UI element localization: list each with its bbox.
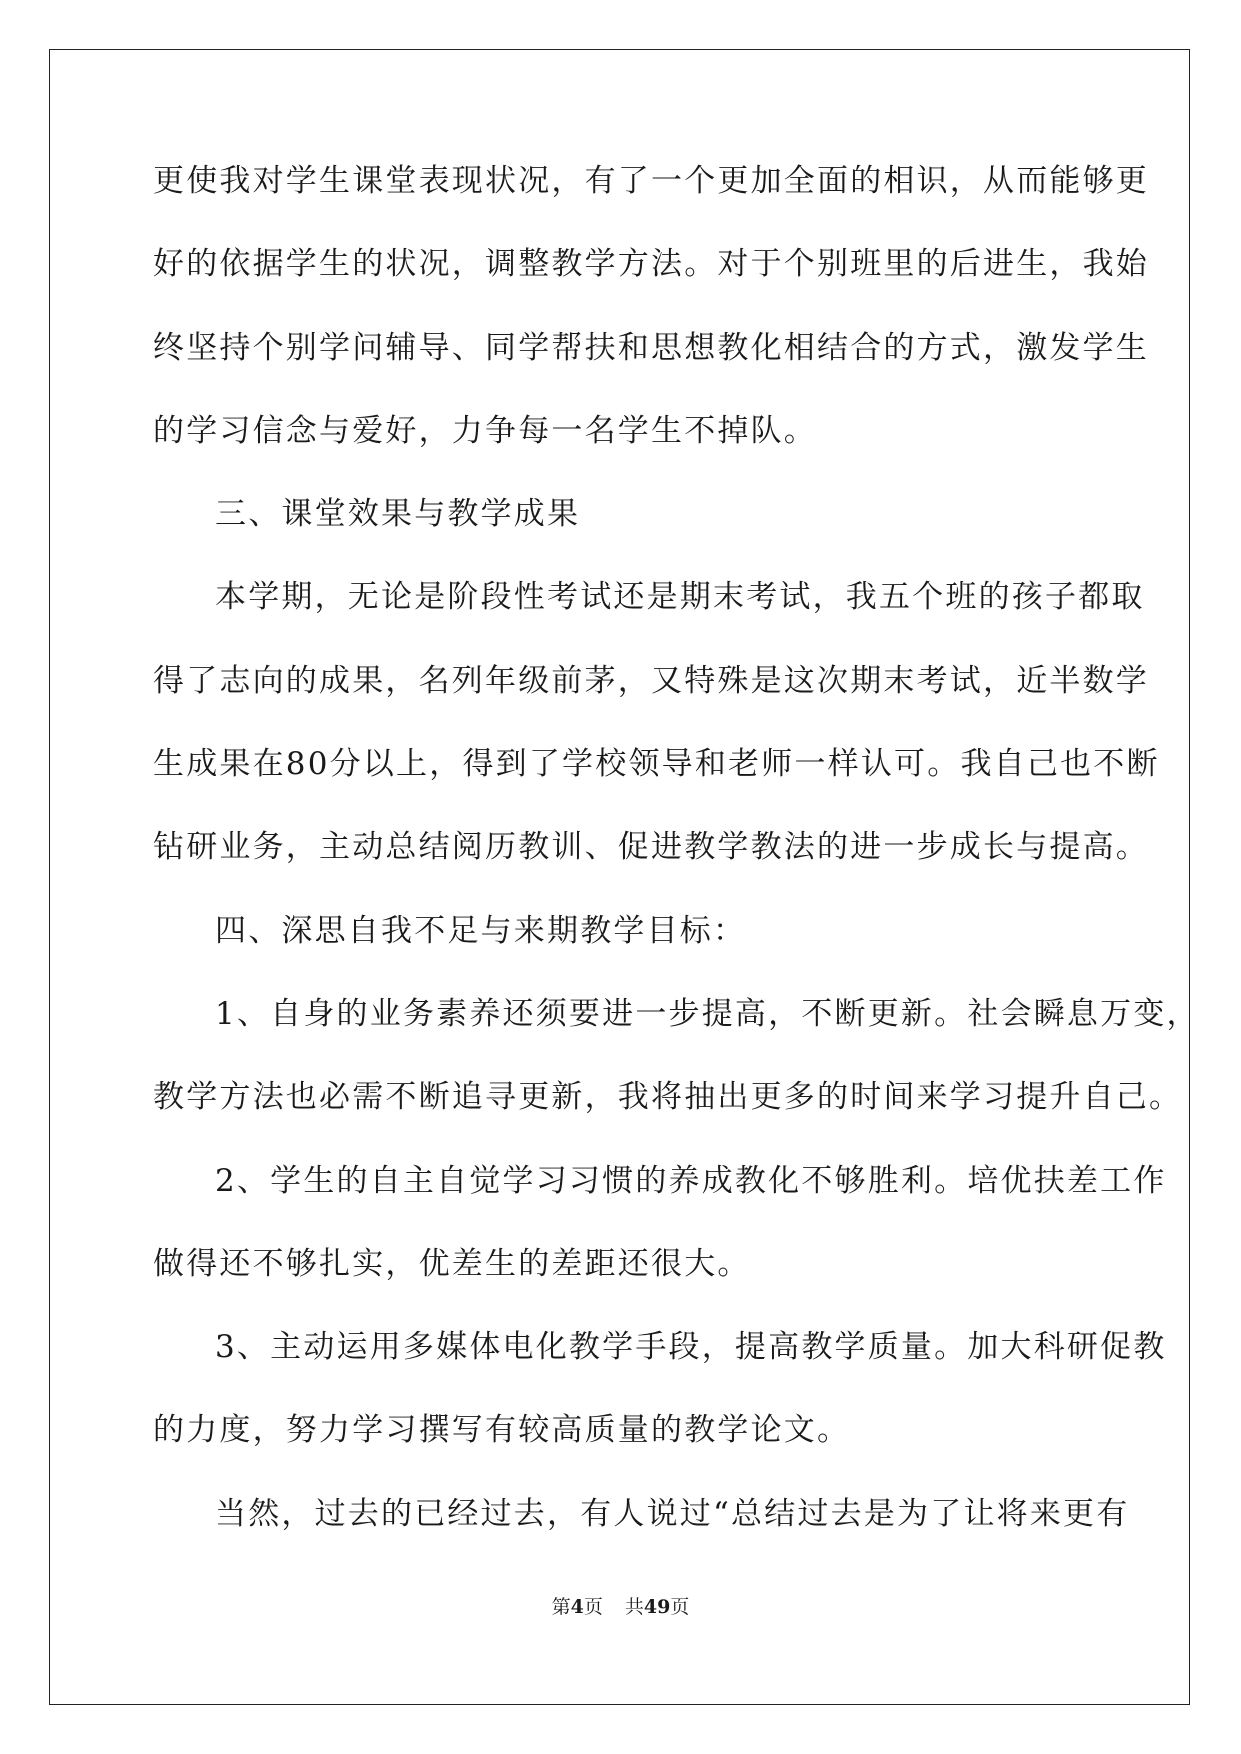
text-line: 钻研业务，主动总结阅历教训、促进教学教法的进一步成长与提高。: [153, 829, 1149, 866]
total-prefix: 共: [624, 1596, 644, 1618]
document-body: [153, 150, 1200, 1566]
text-line: 教学方法也必需不断追寻更新，我将抽出更多的时间来学习提升自己。: [153, 1079, 1183, 1116]
text-line: 当然，过去的已经过去，有人说过“总结过去是为了让将来更有: [215, 1495, 1130, 1532]
text-line: 生成果在80分以上，得到了学校领导和老师一样认可。我自己也不断: [153, 746, 1160, 783]
text-line: 终坚持个别学问辅导、同学帮扶和思想教化相结合的方式，激发学生: [153, 329, 1149, 366]
page-number: 4: [570, 1596, 584, 1618]
text-line: 得了志向的成果，名列年级前茅，又特殊是这次期末考试，近半数学: [153, 662, 1149, 699]
text-line: 的学习信念与爱好，力争每一名学生不掉队。: [153, 412, 817, 449]
text-line: 的力度，努力学习撰写有较高质量的教学论文。: [153, 1412, 851, 1449]
text-line: 做得还不够扎实，优差生的差距还很大。: [153, 1245, 751, 1282]
list-item-2: 2、学生的自主自觉学习习惯的养成教化不够胜利。培优扶差工作: [215, 1162, 1167, 1199]
total-suffix: 页: [670, 1596, 690, 1618]
section-heading: 三、课堂效果与教学成果: [215, 496, 581, 533]
list-item-1: 1、自身的业务素养还须要进一步提高，不断更新。社会瞬息万变，: [215, 995, 1200, 1032]
total-pages: 49: [643, 1596, 671, 1618]
text-line: 本学期，无论是阶段性考试还是期末考试，我五个班的孩子都取: [215, 579, 1145, 616]
section-heading: 四、深思自我不足与来期教学目标：: [215, 912, 747, 949]
page-suffix: 页: [583, 1596, 603, 1618]
text-line: 更使我对学生课堂表现状况，有了一个更加全面的相识，从而能够更: [153, 163, 1149, 199]
page-footer: [0, 1592, 1241, 1619]
list-item-3: 3、主动运用多媒体电化教学手段，提高教学质量。加大科研促教: [215, 1329, 1167, 1366]
page-prefix: 第: [551, 1596, 571, 1618]
text-line: 好的依据学生的状况，调整教学方法。对于个别班里的后进生，我始: [153, 246, 1149, 283]
